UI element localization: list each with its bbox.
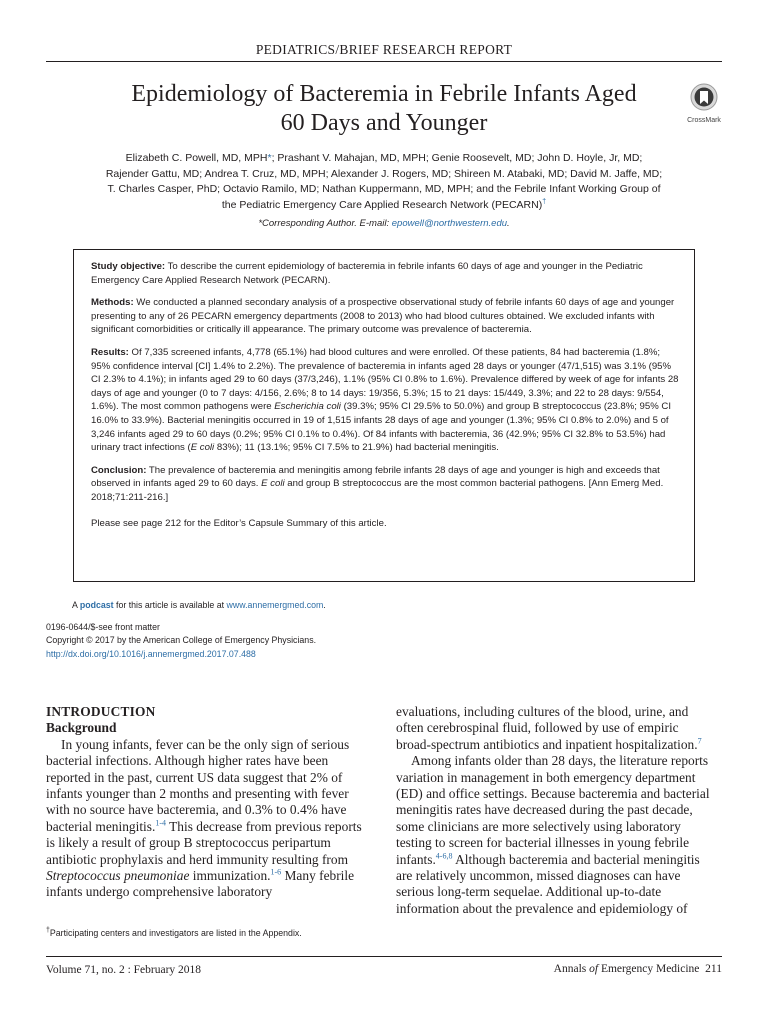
abstract-box — [73, 249, 695, 582]
footnote: †Participating centers and investigators are listed in the Appendix. — [46, 927, 302, 938]
footnote-dagger: † — [46, 927, 50, 935]
abstract-methods: Methods: We conducted a planned secondary analysis of a prospective observational study of febrile infants 60 days of age and younger presenting to any of 26 PECARN emergency departments (2008 to 2013) who had blood cultures obtained. We excluded infants with significant comorbidities or critically ill appearance. The primary outcome was prevalence of bacteremia. — [91, 297, 675, 336]
reference-link[interactable]: 1-6 — [270, 867, 282, 877]
author-line-4: the Pediatric Emergency Care Applied Research Network (PECARN)† — [221, 198, 547, 211]
intro-paragraph-2: Among infants older than 28 days, the literature reports variation in management in both emergency department (ED) and office settings. Because bacteremia and bacterial meningitis rates have decreased during the past decade, some clinicians are more selectively using laboratory testing to screen for bacterial illnesses in young febrile infants.$^{4-6,8}$ Although bacteremia and bacterial meningitis are relatively uncommon, missed diagnoses can have serious long-term sequelae. Additional up-to-date information about the prevalence and epidemiology of — [396, 753, 710, 916]
publication-meta — [46, 621, 316, 661]
crossmark-label: CrossMark — [687, 117, 721, 124]
title-line-2: 60 Days and Younger — [280, 110, 488, 136]
issn-line: 0196-0644/$-see front matter — [46, 622, 160, 632]
author-line-1: Elizabeth C. Powell, MD, MPH*; Prashant V. Mahajan, MD, MPH; Genie Roosevelt, MD; John D. Hoyle, Jr, MD; — [125, 152, 643, 164]
footer-journal: Annals of Emergency Medicine 211 — [553, 963, 722, 975]
reference-link[interactable]: 7 — [697, 736, 702, 746]
corresponding-author: *Corresponding Author. E-mail: epowell@northwestern.edu. — [258, 218, 510, 229]
title-line-1: Epidemiology of Bacteremia in Febrile Infants Aged — [131, 81, 637, 107]
copyright-line: Copyright © 2017 by the American College of Emergency Physicians. — [46, 635, 317, 646]
footer-rule — [46, 956, 722, 957]
intro-paragraph-1: In young infants, fever can be the only sign of serious bacterial infections. Although higher rates have been reported in the past, current US data suggest that 2% of infants younger than 2 months and presenting with fever with no source have bacteremia, and 0.3% to 0.4% have bacterial meningitis.$^{1-4}$ This decrease from previous reports is likely a result of group B streptococcus peripartum antibiotic prophylaxis and herd immunity resulting from Streptococcus pneumoniae immunization.$^{1-6}$ Many febrile infants undergo comprehensive laboratory — [46, 736, 362, 900]
author-list — [60, 151, 708, 213]
capsule-summary-note: Please see page 212 for the Editor’s Capsule Summary of this article. — [91, 517, 387, 529]
journal-website-link[interactable]: www.annemergmed.com — [226, 600, 324, 610]
section-label: PEDIATRICS/BRIEF RESEARCH REPORT — [255, 42, 513, 57]
introduction-heading: INTRODUCTION — [46, 704, 156, 719]
reference-link[interactable]: 1-4 — [155, 818, 166, 828]
author-dagger[interactable]: † — [542, 198, 547, 205]
reference-link[interactable]: 4-6,8 — [435, 851, 453, 861]
header-rule — [46, 61, 722, 62]
abstract-conclusion: Conclusion: The prevalence of bacteremia and meningitis among febrile infants 28 days of age and younger is high and exceeds that observed in infants aged 29 to 60 days. E coli and group B streptococcus are the most common bacterial pathogens. [Ann Emerg Med. 2018;71:211-216.] — [91, 464, 664, 503]
page-number: 211 — [705, 963, 722, 975]
author-line-2: Rajender Gattu, MD; Andrea T. Cruz, MD, MPH; Alexander J. Rogers, MD; Shireen M. Atabaki, MD; David M. Jaffe, MD; — [105, 167, 663, 180]
body-column-left — [46, 704, 364, 901]
abstract-objective: Study objective: To describe the current epidemiology of bacteremia in febrile infants 60 days of age and younger in the Pediatric Emergency Care Applied Research Network (PECARN). — [91, 261, 643, 286]
crossmark-badge[interactable] — [684, 83, 724, 124]
article-title — [90, 80, 678, 138]
abstract-results: Results: Of 7,335 screened infants, 4,778 (65.1%) had blood cultures and were enrolled. Of these patients, 84 had bacteremia (1.8%; 95% confidence interval [CI] 1.4% to 2.2%). The prevalence of bacteremia in infants aged 28 days or younger (47/1,515) was 3.1% (95% CI 2.3% to 4.1%); in infants aged 29 to 60 days (37/3,246), 1.1% (95% CI 0.8% to 1.6%). Prevalence differed by week of age for infants 28 days of age and younger (0 to 7 days: 4/156, 2.6%; 8 to 14 days: 19/356, 5.3%; 15 to 21 days: 15/449, 3.3%; and 22 to 28 days: 9/554, 1.6%). The most common pathogens were Escherichia coli (39.3%; 95% CI 29.5% to 50.0%) and group B streptococcus (23.8%; 95% CI 16.0% to 33.9%). Bacterial meningitis occurred in 19 of 1,515 infants 28 days of age and younger (1.3%; 95% CI 0.8% to 2.0%) and 5 of 3,246 infants aged 29 to 60 days (0.2%; 95% CI 0.1% to 0.4%). Of 84 infants with bacteremia, 36 (42.9%; 95% CI 32.8% to 53.5%) had urinary tract infections (E coli 83%); 11 (13.1%; 95% CI 7.5% to 21.9%) had bacterial meningitis. — [91, 346, 679, 454]
background-heading: Background — [46, 720, 117, 736]
crossmark-icon — [690, 83, 718, 111]
corresponding-asterisk[interactable]: * — [267, 152, 272, 164]
footer-volume: Volume 71, no. 2 : February 2018 — [46, 964, 202, 976]
body-column-right — [396, 704, 714, 917]
podcast-note: A podcast for this article is available at www.annemergmed.com. — [72, 600, 326, 610]
author-line-3: T. Charles Casper, PhD; Octavio Ramilo, MD; Nathan Kuppermann, MD, MPH; and the Febrile Infant Working Group of — [107, 183, 661, 195]
podcast-link[interactable]: podcast — [79, 600, 114, 610]
doi-link[interactable]: http://dx.doi.org/10.1016/j.annemergmed.2017.07.488 — [46, 648, 256, 659]
intro-paragraph-1-continued: evaluations, including cultures of the blood, urine, and often cerebrospinal fluid, followed by use of empiric broad-spectrum antibiotics and inpatient hospitalization.$^7$ — [396, 704, 702, 752]
corresponding-email-link[interactable]: epowell@northwestern.edu — [391, 218, 508, 229]
